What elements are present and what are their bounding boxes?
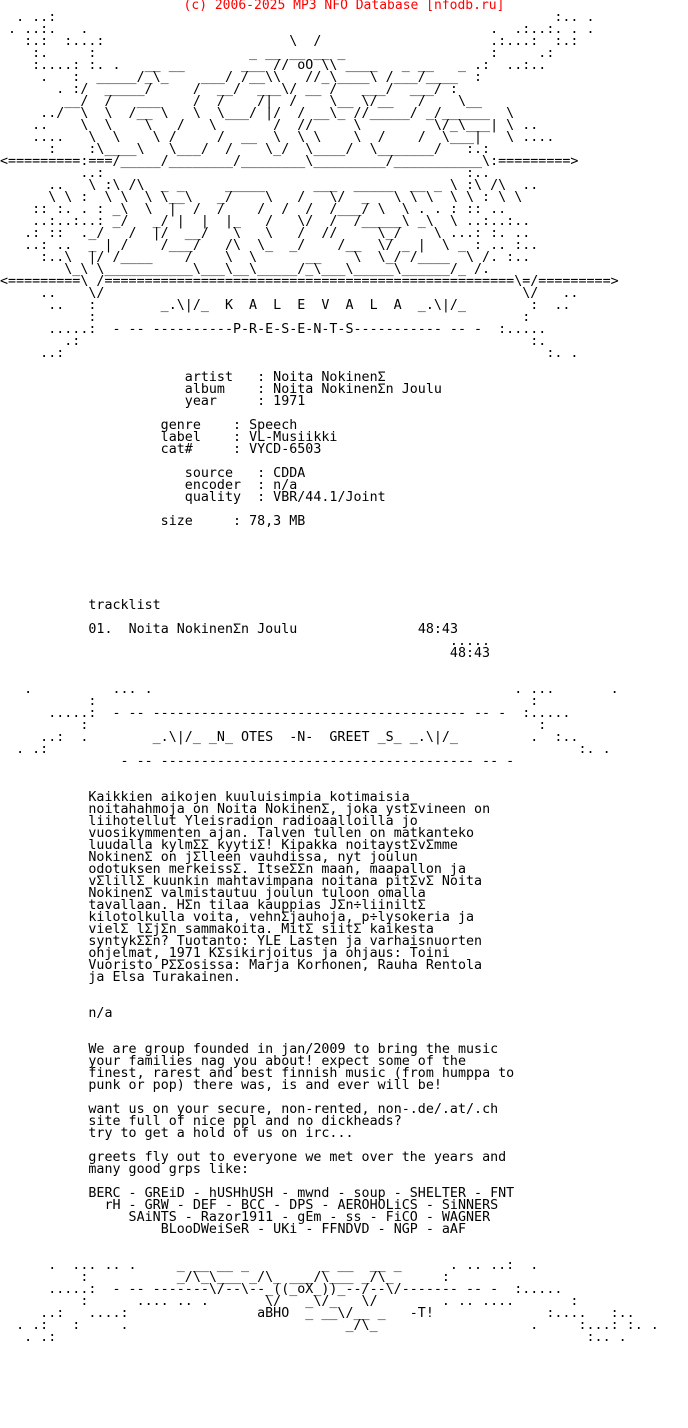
group-text-line: punk or pop) there was, is and ever will be! [88,1078,442,1093]
release-notes-line: Vuoristo PΣΣosissa: Marja Korhonen, Rauha Rentola [88,958,483,973]
release-notes-line: Kaikkien aikojen kuuluisimpia kotimaisia [88,790,410,805]
logo-line: .. \ \ \ / \ / // \ \/_\___| \ .. [0,118,539,133]
track-number: 01. [88,622,113,637]
notes-banner-line: . .: :. . [0,742,611,757]
track-title: Noita NokinenΣn Joulu [128,622,418,637]
logo-line: ..: :. . [0,346,579,361]
release-notes-line: ohjelmat, 1971 KΣsikirjoitus ja ohjaus: Toini [88,946,450,961]
greets-intro-line: greets fly out to everyone we met over the years and [88,1150,507,1165]
footer-logo-line: . .: :.. . [0,1330,627,1345]
notes-banner-line: - -- --------------------------------------- -- - [0,754,515,769]
notes-banner-line: : : [0,694,539,709]
release-notes-line: noitahahmoja on Noita NokinenΣ, joka ystΣvineen on [88,802,491,817]
meta-album: Noita NokinenΣn Joulu [273,382,442,397]
logo-line: : :\____\ \___/ / \_/ \____/ \_______/ :.: [0,142,491,157]
logo-line: .: :: ._/ / |/ __/ \ \ / // \_/ \ ...: :. .. [0,226,531,241]
logo-line: .. \ :\ /\ _ _ _____ ___ _____ __ _ \ :\ /\ .. [0,178,539,193]
release-notes-line: luudalla kylmΣΣ kyytiΣ! Kipakka noitaystΣvΣmme [88,838,458,853]
track-duration: 48:43 [417,622,458,637]
tracklist-heading: tracklist [0,598,161,613]
site-text-line: site full of nice ppl and no dickheads? [88,1114,402,1129]
footer-logo-line: : .... .. . \/ _\/_ \/ . .. .... : [0,1294,579,1309]
meta-cat: VYCD-6503 [249,442,322,457]
logo-line: . :/ _____/ / __/ ___\/ __ / ___/ ___/ : [0,82,458,97]
greets-intro-line: many good grps like: [88,1162,250,1177]
meta-encoder: n/a [273,478,298,493]
logo-line: .. \/ \/ .. [0,286,579,301]
meta-source: CDDA [273,466,306,481]
logo-line: :....: :. . __ __ ___ // oO \\ ____ _ __ _ .: ..:.. [0,58,547,73]
release-notes-line: tavallaan. HΣn tilaa kauppias JΣn÷liiniltΣ [88,898,426,913]
group-text-line: finest, rarest and best finnish music (from humppa to [88,1066,515,1081]
release-notes-line: odotuksen merkeissΣ. ItseΣΣn maan, maapallon ja [88,862,466,877]
logo-line: ..: .. _ | / /___/ /\ \_ _/ /__ \/ _ | \ _ : .. :.. [0,238,539,253]
meta-label: VL-Musiikki [249,430,338,445]
logo-line: . : _____/_\_ ___/ /__\\ //_\____\ /___/____ : [0,70,483,85]
logo-line: . ..: :.. . [0,10,595,25]
logo-line: ..:..:..: _/ _/ | | |_ / \/ / /_____\ _\ \ ..:..:.. [0,214,531,229]
logo-line: .... \ \ \ / / __ \ \ \ \ / / \___| \ .... [0,130,555,145]
logo-line: .: :. [0,334,547,349]
logo-line: <=========\ /===================================================\=/=========> [0,274,619,289]
site-header: (c) 2006-2025 MP3 NFO Database [nfodb.ru] [183,0,505,13]
nfo-document: . ..: :.. . . ..:. . . .:..:. . . :.: :...: \ / .:...: :.: :. : _ __ __ __ _ : .: :....: :. . __ __ ___ // oO \\ ____ _ __ _ .: ..:.. . : _____/_\_ ___/ /__\\ //_\____\ /___/____ : . :/ _____/ / __/ ___\/ __ / ___/ ___/ : __/ / ___ / / /| / \__ \/__ / \__ ../ \ \ /__ \ \ \___/ |/ / __\_ //_____/ _/______ \ .. \ \ \ / \ / // \ \/_\___| \ .. .... \ \ \ / / __ \ \ \ \ / / \___| \ .... : :\____\ \___/ / \_/ \____/ \_______/ :.: <=========:===/_____/________/________\_________/___________\:=========> ..: :.. .. \ :\ /\ _ _ _____ ___ _____ __ _ \ :\ /\ .. \ \ : \ \ \ \__\ _/ \ / \/ _ \ \ \ \ \ : \ \ :: :. . : _\ \ | / / / / / /___/ \ \ . . : :: .. ..:..:..: _/ _/ | | |_ / \/ / /_____\ _\ \ ..:..:.. .: :: ._/ / |/ __/ \ \ / // \_/ \ ...: :. .. ..: .. _ | / /___/ /\ \_ _/ /__ \/ _ | \ _ : .. :.. :..\ |/ /____ / \ \ __ \ \_/ /____ \ /. :.. \_\ \___________\___\__\_____/_\___\_____\______/_ /. <=========\ /===================================================\=/=========> .. \/ \/ .. .. : _.\|/_ K A L E V A L A _.\|/_ : .. : : .....: - -- ----------P-R-E-S-E-N-T-S----------- -- - :..... .: :. ..: :. . artist : Noita NokinenΣ album : Noita NokinenΣn Joulu year : 1971 genre : Speech label : VL-Musiikki cat# : VYCD-6503 source : CDDA encoder : n/a quality : VBR/44.1/Joint size : 78,3 MB tracklist 01. Noita NokinenΣn Joulu 48:43 ..... 48:43 . ... . . ... . : : .....: - -- --------------------------------------- -- - :..... : : ..: . _.\|/_ _N_ OTES -N- GREET _S_ _.\|/_ . :.. . .: :. . - -- --------------------------------------- -- - Kaikkien aikojen kuuluisimpia kotimaisia noitahahmoja on Noita NokinenΣ, joka ystΣvineen on liihotellut Yleisradion radioaalloilla jo vuosikymmenten ajan. Talven tullen on matkanteko luudalla kylmΣΣ kyytiΣ! Kipakka noitaystΣvΣmme NokinenΣ on jΣlleen vauhdissa, nyt joulun odotuksen merkeissΣ. ItseΣΣn maan, maapallon ja vΣlillΣ kuunkin mahtavimpana noitana pitΣvΣ Noita NokinenΣ valmistautuu joulun tuloon omalla tavallaan. HΣn tilaa kauppias JΣn÷liiniltΣ kilotolkulla voita, vehnΣjauhoja, p÷lysokeria ja vielΣ lΣjΣn sammakoita. MitΣ siitΣ kaikesta syntykΣΣn? Tuotanto: YLE Lasten ja varhaisnuorten ohjelmat, 1971 KΣsikirjoitus ja ohjaus: Toini Vuoristo PΣΣosissa: Marja Korhonen, Rauha Rentola ja Elsa Turakainen. n/a We are group founded in jan/2009 to bring the music your families nag you about! expect some of the finest, rarest and best finnish music (from humppa to punk or pop) there was, is and ever will be! want us on your secure, non-rented, non-.de/.at/.ch site full of nice ppl and no dickheads? try to get a hold of us on irc... greets fly out to everyone we met over the years and many good grps like: BERC - GREiD - hUSHhUSH - mwnd - soup - SHELTER - FNT rH - GRW - DEF - BCC - DPS - AEROHOLiCS - SiNNERS SAiNTS - Razor1911 - gEm - ss - FiCO - WAGNER BLooDWeiSeR - UKi - FFNDVD - NGP - aAF . ... .. . _ __ __ _ _ __ __ _ . .. ..: . : _/\_\___ _/\_ ___/\___ _/\_ : .....: - -- -------\/--\--_((_oX_))_--/--\/------- -- - :..... : .... .. . \/ _\/_ \/ . .. .... : ..: ....: aBHO _ __\/__ _ -T! :.... :.. . .: : . _/\_ . :...: :. . . .: :.. . [0,10,659,1345]
meta-year: 1971 [273,394,306,409]
meta-size: 78,3 MB [249,514,306,529]
na-text: n/a [88,1006,113,1021]
track-total: 48:43 [449,646,491,661]
site-text-line: want us on your secure, non-rented, non-.de/.at/.ch [88,1102,499,1117]
release-notes-line: vielΣ lΣjΣn sammakoita. MitΣ siitΣ kaikesta [88,922,434,937]
footer-logo-line: . ... .. . _ __ __ _ _ __ __ _ . .. ..: . [0,1258,539,1273]
release-notes-line: kilotolkulla voita, vehnΣjauhoja, p÷lysokeria ja [88,910,475,925]
meta-genre: Speech [249,418,298,433]
logo-line: ..: :.. [0,166,491,181]
logo-line: <=========:===/_____/________/________\_________/___________\:=========> [0,154,579,169]
notes-banner-line: .....: - -- --------------------------------------- -- - :..... [0,706,571,721]
logo-line: :.: :...: \ / .:...: :.: [0,34,579,49]
footer-logo-line: .....: - -- -------\/--\--_((_oX_))_--/--\/------- -- - :..... [0,1282,563,1297]
logo-line: .. : _.\|/_ K A L E V A L A _.\|/_ : .. [0,298,571,313]
footer-logo-line: ..: ....: aBHO _ __\/__ _ -T! :.... :.. [0,1306,635,1321]
greets-line: rH - GRW - DEF - BCC - DPS - AEROHOLiCS - SiNNERS [88,1198,499,1213]
notes-banner-line: : : [0,718,547,733]
meta-artist: Noita NokinenΣ [273,370,386,385]
logo-line: .....: - -- ----------P-R-E-S-E-N-T-S----------- -- - :..... [0,322,547,337]
logo-line: . ..:. . . .:..:. . . [0,22,595,37]
greets-line: BERC - GREiD - hUSHhUSH - mwnd - soup - SHELTER - FNT [88,1186,515,1201]
release-notes-line: NokinenΣ valmistautuu joulun tuloon omalla [88,886,426,901]
meta-quality: VBR/44.1/Joint [273,490,386,505]
release-notes-line: vΣlillΣ kuunkin mahtavimpana noitana pitΣvΣ Noita [88,874,483,889]
logo-line: :. : _ __ __ __ _ : .: [0,46,555,61]
release-notes-line: syntykΣΣn? Tuotanto: YLE Lasten ja varhaisnuorten [88,934,483,949]
release-notes-line: NokinenΣ on jΣlleen vauhdissa, nyt joulun [88,850,418,865]
release-notes-line: ja Elsa Turakainen. [88,970,242,985]
logo-line: \ \ : \ \ \ \__\ _/ \ / \/ _ \ \ \ \ \ : \ \ [0,190,523,205]
notes-banner-line: ..: . _.\|/_ _N_ OTES -N- GREET _S_ _.\|/_ . :.. [0,730,579,745]
group-text-line: your families nag you about! expect some of the [88,1054,466,1069]
logo-line: :: :. . : _\ \ | / / / / / /___/ \ \ . . : :: .. [0,202,507,217]
release-notes-line: vuosikymmenten ajan. Talven tullen on matkanteko [88,826,475,841]
greets-line: BLooDWeiSeR - UKi - FFNDVD - NGP - aAF [88,1222,466,1237]
logo-line: __/ / ___ / / /| / \__ \/__ / \__ [0,94,483,109]
notes-banner-line: . ... . . ... . [0,682,619,697]
footer-logo-line: : _/\_\___ _/\_ ___/\___ _/\_ : [0,1270,450,1285]
release-notes-line: liihotellut Yleisradion radioaalloilla jo [88,814,418,829]
site-text-line: try to get a hold of us on irc... [88,1126,354,1141]
logo-line: \_\ \___________\___\__\_____/_\___\_____\______/_ /. [0,262,491,277]
track-separator: ..... [449,634,491,649]
greets-line: SAiNTS - Razor1911 - gEm - ss - FiCO - WAGNER [88,1210,491,1225]
logo-line: ../ \ \ /__ \ \ \___/ |/ / __\_ //_____/ _/______ \ [0,106,515,121]
logo-line: :..\ |/ /____ / \ \ __ \ \_/ /____ \ /. :.. [0,250,531,265]
group-text-line: We are group founded in jan/2009 to bring the music [88,1042,499,1057]
logo-line: : : [0,310,531,325]
footer-logo-line: . .: : . _/\_ . :...: :. . [0,1318,659,1333]
